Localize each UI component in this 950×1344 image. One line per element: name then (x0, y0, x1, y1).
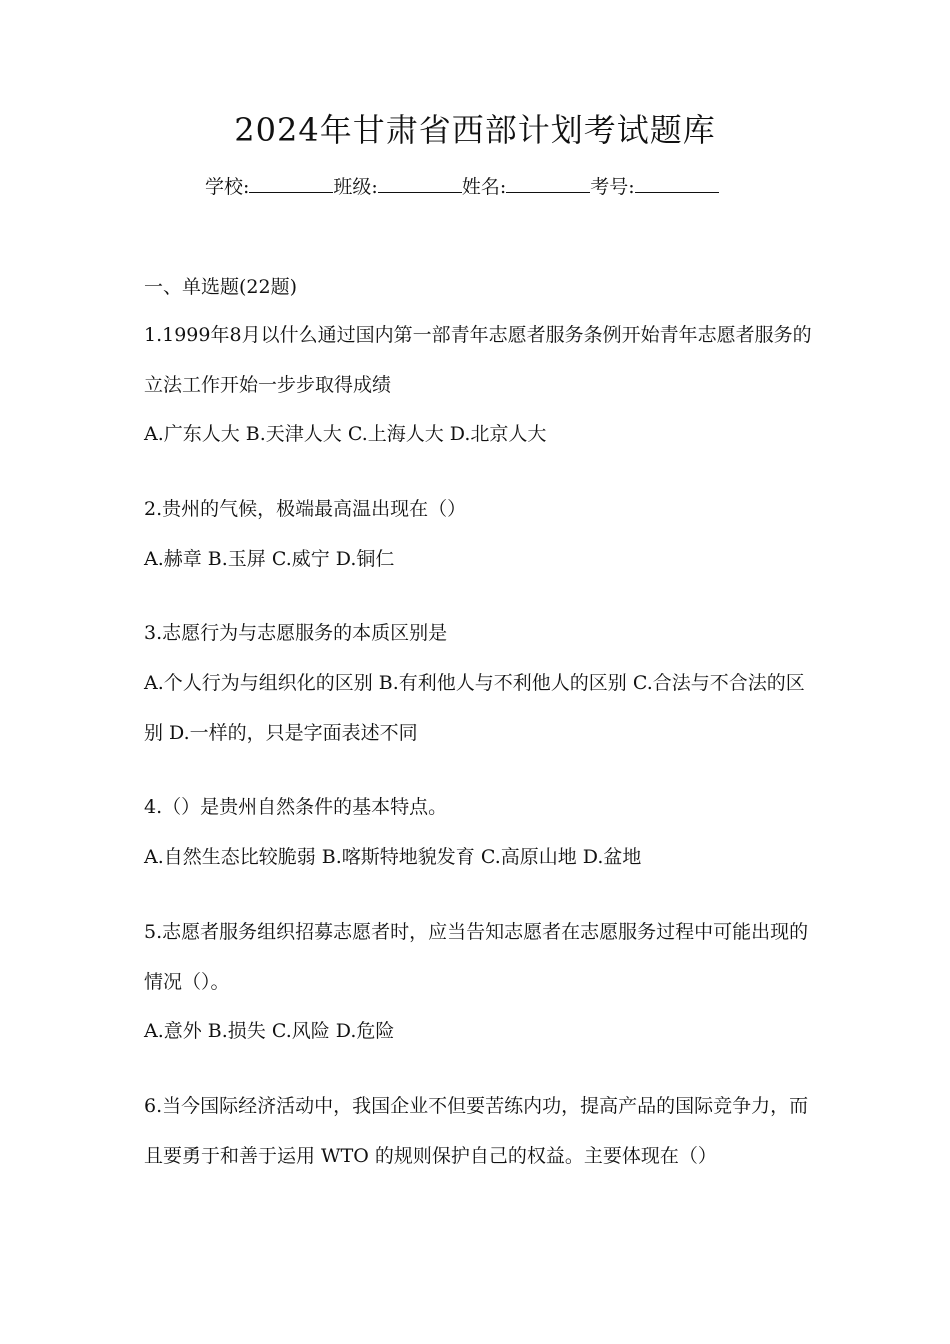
name-label: 姓名: (461, 176, 507, 198)
class-blank (378, 172, 462, 193)
question-2-options: A.赫章 B.玉屏 C.威宁 D.铜仁 (144, 548, 395, 570)
question-4-options: A.自然生态比较脆弱 B.喀斯特地貌发育 C.高原山地 D.盆地 (144, 846, 642, 868)
question-1-stem: 1.1999年8月以什么通过国内第一部青年志愿者服务条例开始青年志愿者服务的立法工作开始一步步取得成绩 (144, 324, 812, 396)
section-heading: 一、单选题(22题) (144, 276, 298, 298)
number-label: 考号: (590, 176, 635, 198)
page-title: 2024年甘肃省西部计划考试题库 (234, 111, 716, 149)
name-blank (506, 172, 590, 193)
question-1-options: A.广东人大 B.天津人大 C.上海人大 D.北京人大 (144, 423, 547, 445)
class-label: 班级: (333, 176, 378, 198)
school-label: 学校: (205, 176, 250, 198)
question-5-stem: 5.志愿者服务组织招募志愿者时，应当告知志愿者在志愿服务过程中可能出现的情况（）。 (144, 921, 809, 993)
question-6-stem: 6.当今国际经济活动中，我国企业不但要苦练内功，提高产品的国际竞争力，而且要勇于和善于运用 WTO 的规则保护自己的权益。主要体现在（） (144, 1095, 809, 1167)
school-blank (249, 172, 333, 193)
question-3-stem: 3.志愿行为与志愿服务的本质区别是 (144, 622, 448, 644)
number-blank (635, 172, 719, 193)
question-3-options: A.个人行为与组织化的区别 B.有利他人与不利他人的区别 C.合法与不合法的区别 D.一样的，只是字面表述不同 (144, 672, 805, 744)
question-2-stem: 2.贵州的气候，极端最高温出现在（） (144, 498, 467, 520)
question-5-options: A.意外 B.损失 C.风险 D.危险 (144, 1020, 395, 1042)
student-info-line (205, 172, 719, 199)
question-4-stem: 4.（）是贵州自然条件的基本特点。 (144, 796, 448, 818)
